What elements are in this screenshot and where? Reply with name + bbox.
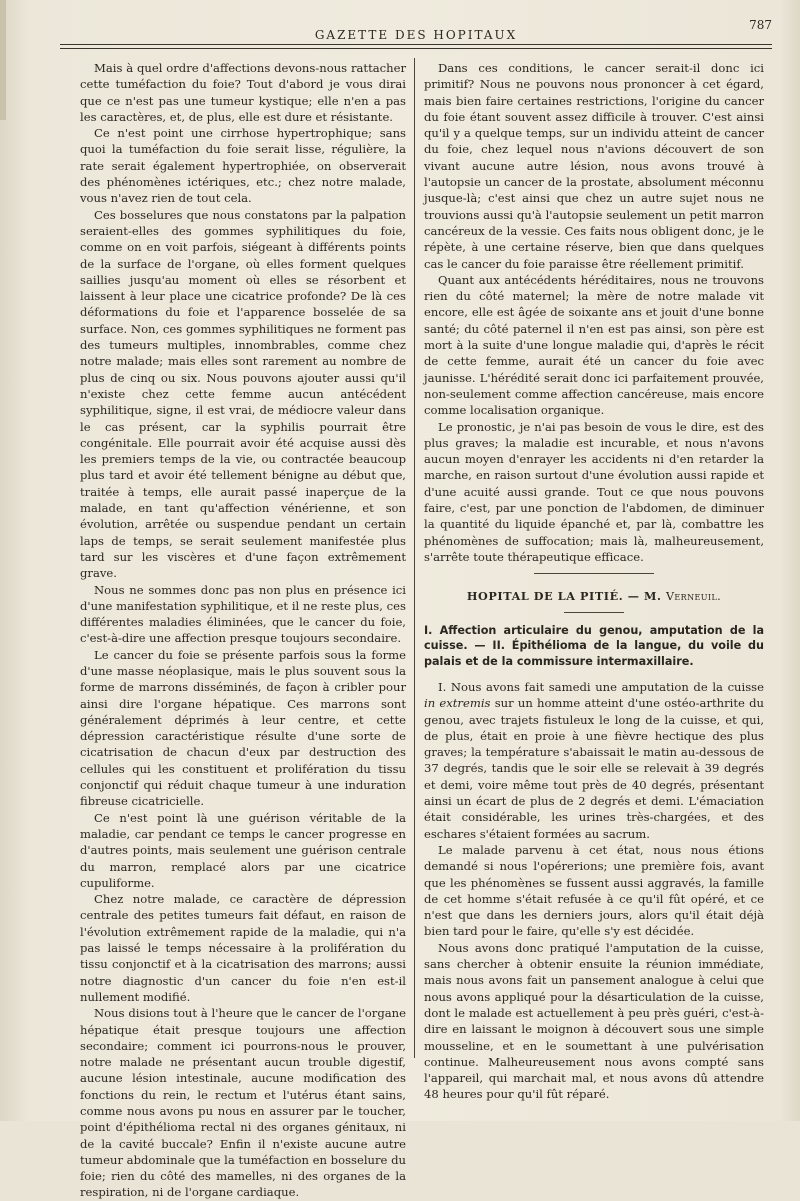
hospital-heading [424, 588, 764, 605]
hospital-name: HOPITAL DE LA PITIÉ. — M. [466, 589, 662, 604]
running-title: GAZETTE DES HOPITAUX [314, 28, 518, 42]
professor-name: Verneuil. [665, 590, 722, 604]
paragraph: Le malade parvenu à cet état, nous nous étions demandé si nous l'opérerions; une première fois, avant que les phénomènes se fussent aussi aggravés, la famille de cet homme s'était refusée à ce qu'il fût opéré, et ce n'est que dans les derniers jours, alors qu'il était déjà bien tard pour le faire, qu'elle s'y est décidée. [424, 842, 764, 939]
paragraph: Nous ne sommes donc pas non plus en présence ici d'une manifestation syphilitique, et il ne reste plus, ces différentes maladies éliminées, que le cancer du foie, c'est-à-dire une affection presque toujours secondaire. [80, 582, 406, 646]
paragraph: Nous disions tout à l'heure que le cancer de l'organe hépatique était presque toujours une affection secondaire; comment ici pourrons-nous le prouver, notre malade ne présentant aucun trouble digestif, aucune lésion intestinale, aucune modification des fonctions du rein, le rectum et l'utérus étant sains, comme nous avons pu nous en assurer par le toucher, point d'épithélioma rectal ni des organes génitaux, ni de la cavité buccale? Enfin il n'existe aucune autre tumeur abdominale que la tuméfaction en bosselure du foie; rien du côté des mamelles, ni des organes de la respiration, ni de l'organe cardiaque. [80, 1006, 406, 1200]
paragraph: Mais à quel ordre d'affections devons-nous rattacher cette tuméfaction du foie? Tout d'abord je vous dirai que ce n'est pas une tumeur kystique; elle n'en a pas les caractères, et, de plus, elle est dure et résistante. [80, 61, 406, 124]
paragraph-text: sur un homme atteint d'une ostéo-arthrite du genou, avec trajets fistuleux le long de la cuisse, et qui, de plus, était en proie à une fièvre hectique des plus graves; la température s'abaissait le matin au-dessous de 37 degrés, tandis que le soir elle se relevait à 39 degrés et demi, voire même tout près de 40 degrés, présentant ainsi un écart de plus de 2 degrés et demi. L'émaciation était considérable, les urines très-chargées, et des eschares s'étaient formées au sacrum. [424, 696, 764, 841]
header-rule [60, 44, 772, 49]
section-separator [534, 573, 654, 574]
page-edge-shadow [0, 0, 6, 120]
left-column [80, 60, 406, 1201]
paragraph: Ce n'est point une cirrhose hypertrophique; sans quoi la tuméfaction du foie serait lisse, régulière, la rate serait également hypertrophiée, on observerait des phénomènes ictériques, etc.; chez notre malade, vous n'avez rien de tout cela. [80, 126, 406, 206]
paragraph: Ces bosselures que nous constatons par la palpation seraient-elles des gommes syphilitiques du foie, comme on en voit parfois, siégeant à différents points de la surface de l'organe, où elles forment quelques saillies jusqu'au moment où elles se résorbent et laissent à leur place une cicatrice profonde? De là ces déformations du foie et l'apparence bosselée de sa surface. Non, ces gommes syphilitiques ne forment pas des tumeurs multiples, innombrables, comme chez notre malade; mais elles sont rarement au nombre de plus de cinq ou six. Nous pouvons ajouter aussi qu'il n'existe chez cette femme aucun antécédent syphilitique, signe, il est vrai, de médiocre valeur dans le cas présent, car la syphilis pourrait être congénitale. Elle pourrait avoir été acquise aussi dès les premiers temps de la vie, ou contractée beaucoup plus tard et avoir été tellement bénigne au début que, traitée à temps, elle aurait passé inaperçue de la malade, en tant qu'affection vénérienne, et son évolution, arrêtée ou suspendue pendant un certain laps de temps, se serait seulement manifestée plus tard sur les viscères et d'une façon extrêmement grave. [80, 207, 406, 581]
paragraph: Chez notre malade, ce caractère de dépression centrale des petites tumeurs fait défaut, en raison de l'évolution extrêmement rapide de la maladie, qui n'a pas laissé le temps nécessaire à la prolifération du tissu conjonctif et à la cicatrisation des marrons; aussi notre diagnostic d'un cancer du foie n'en est-il nullement modifié. [80, 892, 406, 1004]
paragraph: Nous avons donc pratiqué l'amputation de la cuisse, sans chercher à obtenir ensuite la réunion immédiate, mais nous avons fait un pansement analogue à celui que nous avons appliqué pour la désarticulation de la cuisse, dont le malade est actuellement à peu près guéri, c'est-à-dire en laissant le moignon à découvert sous une simple mousseline, et en le soumettant à une pulvérisation continue. Malheureusement nous avons compté sans l'appareil, qui marchait mal, et nous avons dû attendre 48 heures pour qu'il fût réparé. [424, 940, 764, 1102]
page-number: 787 [749, 18, 772, 32]
paragraph: Le pronostic, je n'ai pas besoin de vous le dire, est des plus graves; la maladie est incurable, et nous n'avons aucun moyen d'enrayer les accidents ni d'en retarder la marche, en raison surtout d'une évolution aussi rapide et d'une acuité aussi grande. Tout ce que nous pouvons faire, c'est, par une ponction de l'abdomen, de diminuer la quantité du liquide épanché et, par là, combattre les phénomènes de suffocation; mais là, malheureusement, s'arrête toute thérapeutique efficace. [424, 419, 764, 564]
paragraph: Dans ces conditions, le cancer serait-il donc ici primitif? Nous ne pouvons nous prononcer à cet égard, mais bien faire certaines restrictions, l'origine du cancer du foie étant souvent assez difficile à trouver. C'est ainsi qu'il y a quelque temps, sur un individu atteint de cancer du foie, chez lequel nous n'avions découvert de son vivant aucune autre lésion, nous avons trouvé à l'autopsie un cancer de la prostate, absolument méconnu jusque-là; c'est ainsi que chez un autre sujet nous ne trouvions aussi qu'à l'autopsie seulement un petit marron cancéreux de la vessie. Ces faits nous obligent donc, je le répète, à une certaine réserve, bien que dans quelques cas le cancer du foie paraisse être réellement primitif. [424, 61, 764, 271]
heading-rule [564, 612, 624, 613]
paragraph-text: I. Nous avons fait samedi une amputation de la cuisse [438, 680, 764, 694]
column-divider [414, 58, 415, 1058]
lesson-title: I. Affection articulaire du genou, amputation de la cuisse. — II. Épithélioma de la langue, du voile du palais et de la commissure intermaxillaire. [424, 623, 764, 668]
paragraph [424, 679, 764, 842]
paragraph: Le cancer du foie se présente parfois sous la forme d'une masse néoplasique, mais le plus souvent sous la forme de marrons disséminés, de façon à cribler pour ainsi dire l'organe hépatique. Ces marrons sont généralement déprimés à leur centre, et cette dépression caractéristique résulte d'une sorte de cicatrisation de chacun d'eux par destruction des cellules qui les constituent et prolifération du tissu conjonctif qui réduit chaque tumeur à une induration fibreuse cicatricielle. [80, 647, 406, 809]
italic-term: in extremis [424, 696, 491, 711]
right-column [424, 60, 764, 1103]
paragraph: Quant aux antécédents héréditaires, nous ne trouvons rien du côté maternel; la mère de notre malade vit encore, elle est âgée de soixante ans et jouit d'une bonne santé; du côté paternel il n'en est pas ainsi, son père est mort à la suite d'une longue maladie qui, d'après le récit de cette femme, aurait été un cancer du foie avec jaunisse. L'hérédité serait donc ici parfaitement prouvée, non-seulement comme affection cancéreuse, mais encore comme localisation organique. [424, 272, 764, 418]
paragraph: Ce n'est point là une guérison véritable de la maladie, car pendant ce temps le cancer progresse en d'autres points, mais seulement une guérison centrale du marron, remplacé alors par une cicatrice cupuliforme. [80, 810, 406, 890]
